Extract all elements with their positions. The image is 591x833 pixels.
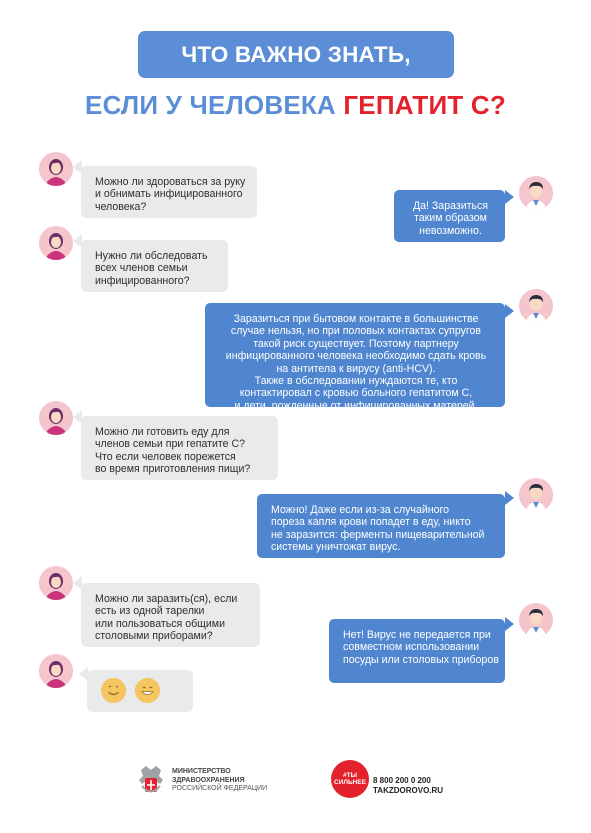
smiling-face-icon bbox=[101, 678, 126, 703]
title-banner bbox=[138, 31, 454, 78]
answer-bubble-1: Да! Заразиться таким образом невозможно. bbox=[394, 190, 505, 242]
woman-avatar-icon bbox=[39, 152, 73, 186]
ministry-logo-block bbox=[136, 762, 286, 802]
question-bubble-4: Можно ли заразить(ся), если есть из одной тарелки или пользоваться общими столовыми приборами? bbox=[81, 583, 260, 647]
doctor-avatar-icon bbox=[519, 603, 553, 637]
answer-bubble-2: Заразиться при бытовом контакте в большинстве случае нельзя, но при половых контактах супругов такой риск существует. Поэтому партнеру инфицированного человека необходимо сдать кровь на антитела к вирусу (anti-HCV). Также в обследовании нуждаются те, кто контактировал с кровью больного гепатитом С, и дети, рожденные от инфицированных матерей. bbox=[205, 303, 505, 407]
smiling-face-icon bbox=[135, 678, 160, 703]
woman-avatar-icon bbox=[39, 654, 73, 688]
answer-bubble-3: Можно! Даже если из-за случайного пореза капля крови попадет в еду, никто не заразится: ферменты пищеварительной системы уничтожат вирус. bbox=[257, 494, 505, 558]
page-subtitle bbox=[0, 90, 591, 121]
doctor-avatar-icon bbox=[519, 289, 553, 323]
woman-avatar-icon bbox=[39, 566, 73, 600]
ministry-line2: ЗДРАВООХРАНЕНИЯ bbox=[172, 776, 245, 784]
woman-avatar-icon bbox=[39, 226, 73, 260]
question-bubble-3: Можно ли готовить еду для членов семьи при гепатите С? Что если человек порежется во время приготовления пищи? bbox=[81, 416, 278, 480]
question-bubble-1: Можно ли здороваться за руку и обнимать инфицированного человека? bbox=[81, 166, 257, 218]
question-bubble-2: Нужно ли обследовать всех членов семьи инфицированного? bbox=[81, 240, 228, 292]
ministry-emblem-icon bbox=[136, 764, 166, 800]
hotline-phone: 8 800 200 0 200 bbox=[373, 776, 431, 785]
subtitle-red-part: ГЕПАТИТ С? bbox=[343, 90, 506, 120]
doctor-avatar-icon bbox=[519, 176, 553, 210]
page-title: ЧТО ВАЖНО ЗНАТЬ, bbox=[181, 41, 411, 67]
answer-bubble-4: Нет! Вирус не передается при совместном использовании посуды или столовых приборов bbox=[329, 619, 505, 683]
campaign-logo: #ТЫ СИЛЬНЕЕ bbox=[331, 760, 369, 798]
ministry-line1: МИНИСТЕРСТВО bbox=[172, 768, 231, 775]
ministry-line3: РОССИЙСКОЙ ФЕДЕРАЦИИ bbox=[172, 785, 268, 792]
doctor-avatar-icon bbox=[519, 478, 553, 512]
campaign-block bbox=[331, 760, 471, 804]
campaign-site: TAKZDOROVO.RU bbox=[373, 786, 444, 795]
woman-avatar-icon bbox=[39, 401, 73, 435]
emoji-bubble bbox=[87, 670, 193, 712]
subtitle-blue-part: ЕСЛИ У ЧЕЛОВЕКА bbox=[85, 90, 344, 120]
